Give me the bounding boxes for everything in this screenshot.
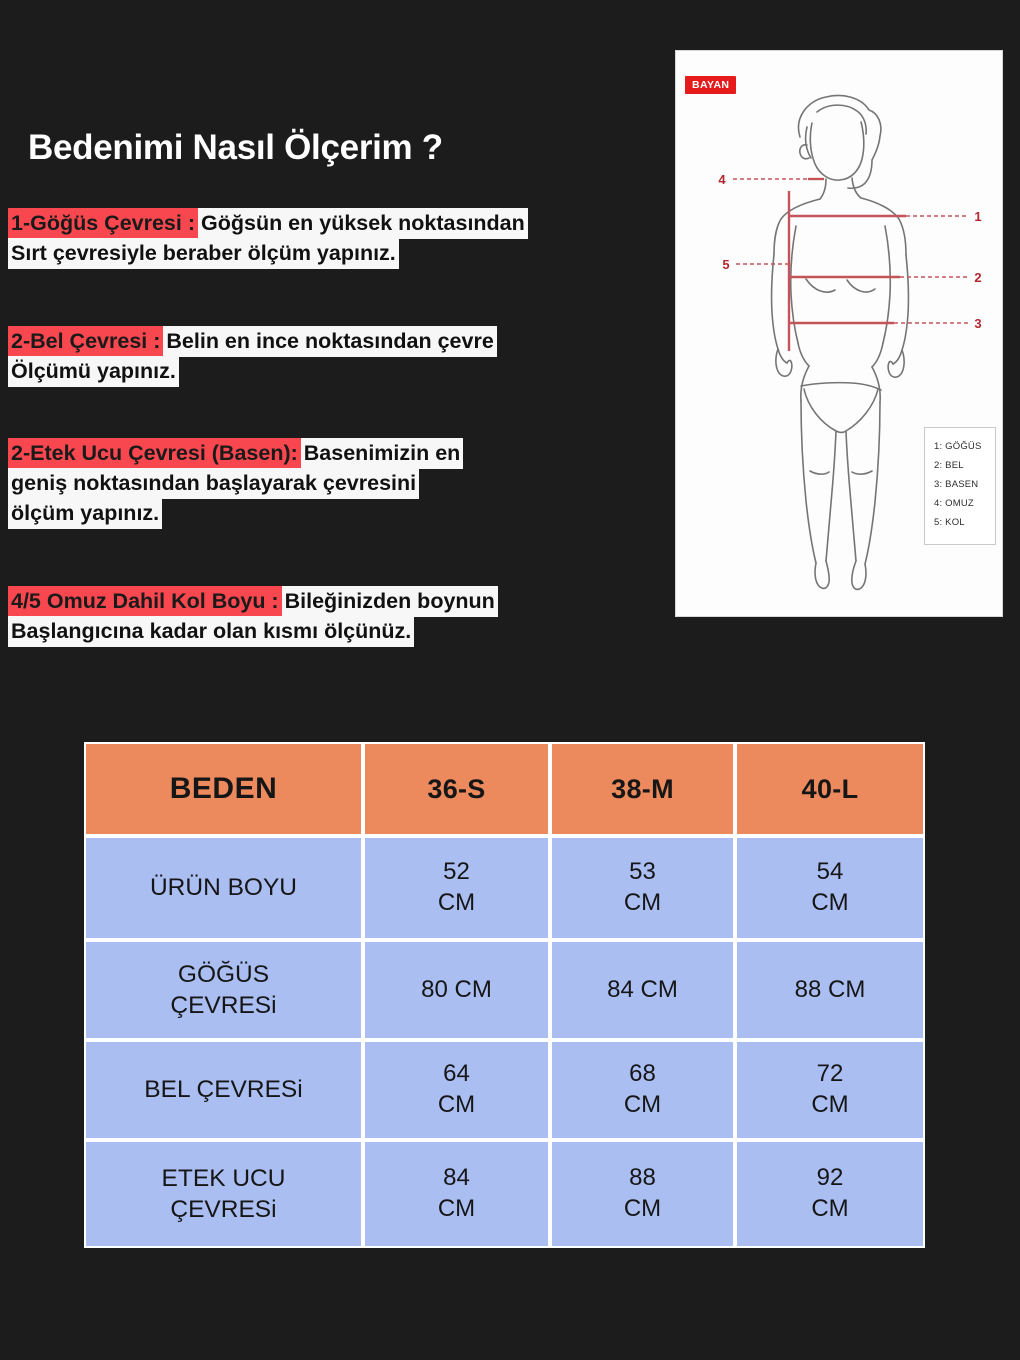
instruction-line (8, 588, 668, 616)
instruction-text: Basenimizin en (301, 438, 464, 469)
diagram-legend (924, 427, 996, 545)
measurement-value: 92 (816, 1164, 844, 1192)
measurement-unit: CM (811, 1091, 849, 1118)
measurement-value: 88 CM (735, 940, 925, 1040)
measurement-cell (735, 836, 925, 940)
measurement-value: 68 (629, 1060, 656, 1088)
instruction-text: Ölçümü yapınız. (8, 356, 179, 387)
table-header-row (84, 742, 925, 836)
measurement-cell (363, 1140, 550, 1248)
measurement-unit: CM (811, 889, 849, 916)
instruction-text: Sırt çevresiyle beraber ölçüm yapınız. (8, 238, 399, 269)
measurement-cell (363, 836, 550, 940)
row-label (84, 836, 363, 940)
measurement-value: 52 (443, 858, 470, 886)
marker-4: 4 (718, 172, 726, 187)
measurement-value: 64 (443, 1060, 470, 1088)
row-label-line: BEL ÇEVRESi (144, 1076, 303, 1104)
measurement-unit: CM (623, 1091, 662, 1118)
marker-3: 3 (974, 316, 982, 331)
instruction-line (8, 500, 668, 528)
instruction-line (8, 470, 668, 498)
measurement-cell (363, 1040, 550, 1140)
instruction-label: 4/5 Omuz Dahil Kol Boyu : (8, 586, 282, 617)
header-size-s: 36-S (363, 742, 550, 836)
measurement-unit: CM (623, 889, 662, 916)
instruction-text: geniş noktasından başlayarak çevresini (8, 468, 419, 499)
marker-1: 1 (974, 209, 982, 224)
table-row (84, 940, 925, 1040)
instruction-label: 2-Bel Çevresi : (8, 326, 163, 357)
legend-item: 1: GÖĞÜS (934, 441, 982, 452)
legend-item: 5: KOL (934, 517, 965, 528)
legend-item: 2: BEL (934, 460, 964, 471)
instruction-line (8, 328, 668, 356)
instruction-line (8, 618, 668, 646)
measurement-unit: CM (437, 1091, 476, 1118)
measurement-cell (550, 1040, 735, 1140)
header-size-m: 38-M (550, 742, 735, 836)
page-title: Bedenimi Nasıl Ölçerim ? (28, 128, 443, 167)
measurement-value: 84 CM (550, 940, 735, 1040)
row-label-line: GÖĞÜS (177, 960, 270, 988)
legend-item: 4: OMUZ (934, 498, 974, 509)
body-measurement-diagram (675, 50, 1003, 617)
measurement-cell (550, 836, 735, 940)
row-label-line: ETEK UCU (161, 1164, 286, 1192)
measurement-unit: CM (437, 1195, 476, 1222)
instruction-label: 2-Etek Ucu Çevresi (Basen): (8, 438, 301, 469)
row-label (84, 940, 363, 1040)
marker-2: 2 (974, 270, 982, 285)
table-row (84, 1140, 925, 1248)
measurement-value: 80 CM (363, 940, 550, 1040)
instruction-label: 1-Göğüs Çevresi : (8, 208, 198, 239)
row-label-line: ÇEVRESi (170, 992, 277, 1019)
instruction-block-hip (8, 440, 668, 530)
instruction-line (8, 210, 668, 238)
table-row (84, 836, 925, 940)
measurement-unit: CM (437, 889, 476, 916)
instruction-line (8, 240, 668, 268)
measurement-value: 88 (629, 1164, 656, 1192)
instruction-text: Başlangıcına kadar olan kısmı ölçünüz. (8, 616, 414, 647)
instruction-text: Bileğinizden boynun (282, 586, 498, 617)
measurement-cell (735, 1140, 925, 1248)
row-label-line: ÜRÜN BOYU (149, 874, 297, 902)
instruction-block-chest (8, 210, 668, 270)
marker-5: 5 (722, 257, 730, 272)
instruction-block-sleeve (8, 588, 668, 648)
instruction-line (8, 358, 668, 386)
header-beden: BEDEN (84, 742, 363, 836)
size-chart-table (84, 742, 925, 1248)
table-row (84, 1040, 925, 1140)
instruction-text: Belin en ince noktasından çevre (163, 326, 496, 357)
header-size-l: 40-L (735, 742, 925, 836)
bayan-badge: BAYAN (685, 76, 736, 94)
measurement-unit: CM (811, 1195, 849, 1222)
legend-item: 3: BASEN (934, 479, 979, 490)
measurement-unit: CM (623, 1195, 662, 1222)
measurement-cell (550, 1140, 735, 1248)
measurement-value: 54 (816, 858, 844, 886)
row-label (84, 1040, 363, 1140)
measurement-cell (735, 1040, 925, 1140)
measurement-value: 84 (443, 1164, 470, 1192)
measurement-value: 53 (629, 858, 656, 886)
measurement-value: 72 (816, 1060, 844, 1088)
instruction-block-waist (8, 328, 668, 388)
row-label-line: ÇEVRESi (170, 1196, 277, 1223)
row-label (84, 1140, 363, 1248)
instruction-line (8, 440, 668, 468)
instruction-text: Göğsün en yüksek noktasından (198, 208, 528, 239)
instruction-text: ölçüm yapınız. (8, 498, 162, 529)
